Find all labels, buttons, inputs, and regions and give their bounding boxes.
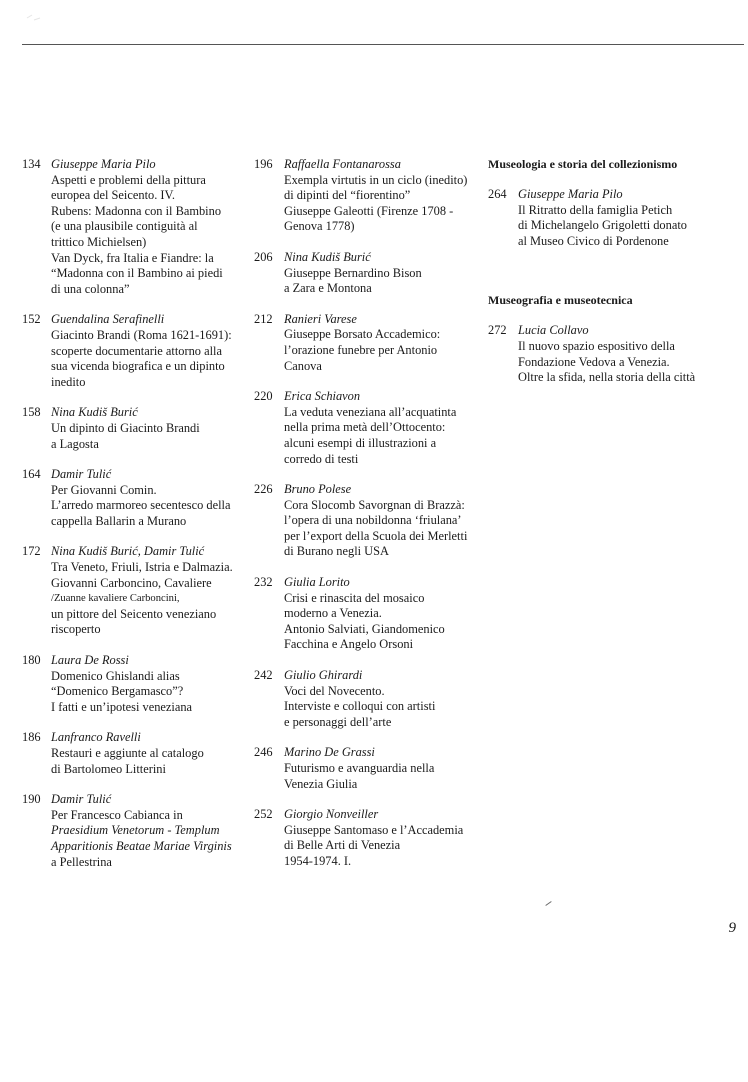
entry-title-line: di una colonna”: [51, 281, 130, 296]
entry-page-number: 232: [254, 575, 273, 590]
entry-title-line: al Museo Civico di Pordenone: [518, 233, 669, 248]
entry-title-line: Praesidium Venetorum - Templum: [51, 823, 220, 838]
toc-entry: [254, 312, 486, 374]
entry-title-line: La veduta veneziana all’acquatinta: [284, 404, 457, 419]
entry-page-number: 152: [22, 312, 41, 327]
toc-entry: [488, 187, 740, 249]
entry-author: Giulia Lorito: [284, 575, 350, 590]
entry-page-number: 220: [254, 389, 273, 404]
entry-title-line: Oltre la sfida, nella storia della città: [518, 370, 696, 385]
toc-entry: [22, 730, 248, 777]
entry-author: Giulio Ghirardi: [284, 668, 363, 683]
entry-title-line: Exempla virtutis in un ciclo (inedito): [284, 172, 468, 187]
entry-title-line: europea del Seicento. IV.: [51, 188, 175, 203]
entry-title-line: Aspetti e problemi della pittura: [51, 172, 206, 187]
entry-author: Ranieri Varese: [284, 311, 357, 326]
toc-column-3: [488, 157, 740, 386]
entry-author: Giuseppe Maria Pilo: [518, 187, 623, 201]
toc-entry: [254, 157, 486, 235]
entry-title-line: Per Francesco Cabianca in: [51, 807, 183, 822]
entry-page-number: 246: [254, 745, 273, 760]
entry-title-line: per l’export della Scuola dei Merletti: [284, 528, 468, 543]
entry-author: Bruno Polese: [284, 482, 352, 497]
entry-author: Giorgio Nonveiller: [284, 807, 379, 822]
header-rule: [22, 44, 744, 45]
toc-entry: [254, 807, 486, 869]
entry-title-line: di Belle Arti di Venezia: [284, 838, 401, 853]
entry-author: Damir Tulić: [51, 467, 112, 482]
entry-author: Laura De Rossi: [51, 653, 129, 668]
entry-title-line: Apparitionis Beatae Mariae Virginis: [51, 838, 232, 853]
entry-title-line: corredo di testi: [284, 451, 359, 466]
entry-title-line: 1954-1974. I.: [284, 853, 352, 868]
entry-title-line: Facchina e Angelo Orsoni: [284, 637, 414, 652]
toc-entry: [22, 792, 248, 870]
entry-author: Marino De Grassi: [284, 745, 375, 760]
entry-author: Lucia Collavo: [518, 323, 589, 338]
entry-page-number: 242: [254, 668, 273, 683]
entry-title-line: Il nuovo spazio espositivo della: [518, 338, 675, 353]
entry-title-line: Domenico Ghislandi alias: [51, 668, 180, 683]
entry-title-line: scoperte documentarie attorno alla: [51, 343, 222, 358]
entry-author: Guendalina Serafinelli: [51, 312, 165, 327]
toc-entry: [254, 575, 486, 653]
entry-title-line: a Pellestrina: [51, 854, 112, 869]
entry-title-line: L’arredo marmoreo secentesco della: [51, 498, 231, 513]
entry-title-line: di dipinti del “fiorentino”: [284, 188, 411, 203]
entry-title-line: I fatti e un’ipotesi veneziana: [51, 699, 193, 714]
toc-entry: [254, 482, 486, 560]
entry-title-line: Futurismo e avanguardia nella: [284, 761, 435, 775]
entry-author: Nina Kudiš Burić, Damir Tulić: [51, 544, 205, 559]
toc-entry: [22, 544, 248, 638]
entry-title-line: inedito: [51, 374, 86, 389]
entry-title-line: sua vicenda biografica e un dipinto: [51, 359, 225, 374]
entry-title-line: Canova: [284, 358, 322, 373]
entry-page-number: 158: [22, 405, 41, 420]
entry-page-number: 190: [22, 792, 41, 807]
scan-mark-icon: [26, 12, 42, 22]
entry-page-number: 264: [488, 187, 507, 201]
entry-title-line: Fondazione Vedova a Venezia.: [518, 354, 670, 369]
toc-entry: [254, 250, 486, 297]
entry-title-line: /Zuanne kavaliere Carboncini,: [51, 593, 180, 605]
toc-entry: [22, 157, 248, 297]
entry-title-line: un pittore del Seicento veneziano: [51, 606, 217, 621]
toc-entry: [22, 405, 248, 452]
entry-page-number: 164: [22, 467, 41, 482]
entry-title-line: moderno a Venezia.: [284, 606, 382, 621]
entry-author: Nina Kudiš Burić: [51, 405, 138, 420]
entry-title-line: Van Dyck, fra Italia e Fiandre: la: [51, 250, 214, 265]
entry-title-line: alcuni esempi di illustrazioni a: [284, 435, 437, 450]
entry-title-line: “Domenico Bergamasco”?: [51, 684, 184, 699]
entry-title-line: (e una plausibile contiguità al: [51, 219, 198, 234]
entry-title-line: di Michelangelo Grigoletti donato: [518, 218, 687, 233]
toc-entry: [254, 668, 486, 730]
toc-entry: [254, 389, 486, 467]
entry-page-number: 212: [254, 311, 273, 326]
entry-title-line: Per Giovanni Comin.: [51, 482, 157, 497]
entry-author: Raffaella Fontanarossa: [284, 157, 401, 171]
entry-title-line: Un dipinto di Giacinto Brandi: [51, 420, 200, 435]
entry-page-number: 226: [254, 482, 273, 497]
entry-title-line: a Lagosta: [51, 436, 99, 451]
entry-title-line: di Bartolomeo Litterini: [51, 761, 166, 776]
entry-title-line: Tra Veneto, Friuli, Istria e Dalmazia.: [51, 560, 233, 575]
entry-title-line: Interviste e colloqui con artisti: [284, 699, 436, 714]
section-heading: Museologia e storia del collezionismo: [488, 157, 678, 171]
entry-title-line: Giuseppe Santomaso e l’Accademia: [284, 822, 464, 837]
page-number: 9: [728, 920, 736, 936]
toc-column-1: [22, 157, 248, 870]
entry-title-line: Giuseppe Bernardino Bison: [284, 265, 422, 280]
entry-title-line: e personaggi dell’arte: [284, 714, 392, 729]
entry-page-number: 134: [22, 157, 41, 171]
entry-title-line: cappella Ballarin a Murano: [51, 513, 187, 528]
entry-title-line: l’opera di una nobildonna ‘friulana’: [284, 513, 462, 528]
entry-author: Nina Kudiš Burić: [284, 249, 371, 264]
entry-page-number: 186: [22, 730, 41, 745]
entry-title-line: di Burano negli USA: [284, 544, 389, 559]
entry-title-line: Genova 1778): [284, 219, 355, 234]
entry-title-line: nella prima metà dell’Ottocento:: [284, 420, 446, 435]
entry-title-line: “Madonna con il Bambino ai piedi: [51, 266, 223, 281]
entry-page-number: 252: [254, 807, 273, 822]
entry-title-line: l’orazione funebre per Antonio: [284, 342, 438, 357]
entry-title-line: Cora Slocomb Savorgnan di Brazzà:: [284, 497, 465, 512]
entry-author: Lanfranco Ravelli: [51, 730, 141, 745]
entry-title-line: Voci del Novecento.: [284, 683, 385, 698]
entry-page-number: 206: [254, 249, 273, 264]
toc-entry: [488, 323, 740, 385]
entry-title-line: Il Ritratto della famiglia Petich: [518, 202, 673, 217]
entry-title-line: Restauri e aggiunte al catalogo: [51, 746, 204, 760]
entry-page-number: 180: [22, 653, 41, 668]
entry-author: Giuseppe Maria Pilo: [51, 157, 156, 171]
entry-title-line: riscoperto: [51, 622, 101, 637]
toc-column-2: [254, 157, 486, 870]
toc-entry: [22, 467, 248, 529]
entry-title-line: Giuseppe Borsato Accademico:: [284, 327, 441, 342]
entry-page-number: 272: [488, 323, 507, 338]
entry-title-line: Crisi e rinascita del mosaico: [284, 590, 425, 605]
entry-page-number: 196: [254, 157, 273, 171]
entry-title-line: Venezia Giulia: [284, 776, 358, 791]
entry-title-line: Giuseppe Galeotti (Firenze 1708 -: [284, 203, 454, 218]
entry-title-line: Antonio Salviati, Giandomenico: [284, 621, 445, 636]
section-heading: Museografia e museotecnica: [488, 293, 633, 308]
stray-mark: [545, 901, 551, 906]
entry-title-line: Giovanni Carboncino, Cavaliere: [51, 575, 212, 590]
entry-author: Erica Schiavon: [284, 389, 361, 404]
entry-title-line: Giacinto Brandi (Roma 1621-1691):: [51, 327, 232, 342]
entry-author: Damir Tulić: [51, 792, 112, 807]
toc-entry: [22, 312, 248, 390]
entry-title-line: trittico Michielsen): [51, 234, 147, 249]
entry-page-number: 172: [22, 544, 41, 559]
toc-entry: [22, 653, 248, 715]
entry-title-line: a Zara e Montona: [284, 281, 372, 296]
toc-entry: [254, 745, 486, 792]
entry-title-line: Rubens: Madonna con il Bambino: [51, 203, 222, 218]
